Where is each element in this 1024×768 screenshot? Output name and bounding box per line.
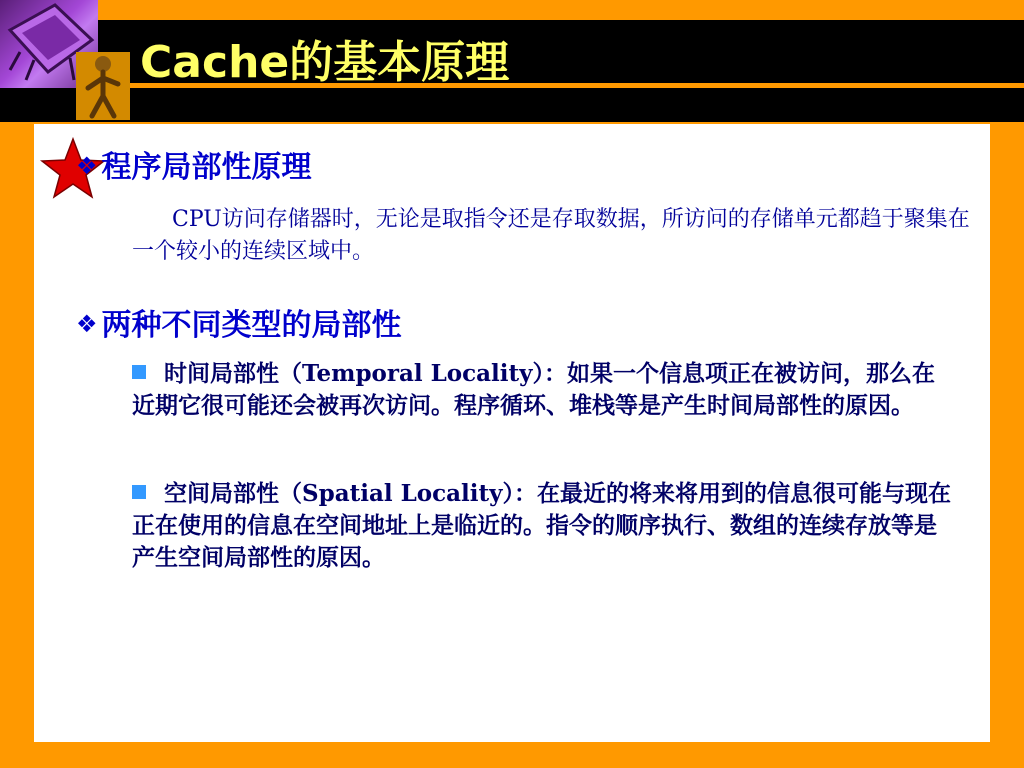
- bullet-spatial-locality: [132, 478, 957, 574]
- section-heading-types-text: 两种不同类型的局部性: [101, 308, 402, 343]
- diamond-bullet-icon: ❖: [76, 310, 98, 338]
- section-heading-principle-text: 程序局部性原理: [101, 150, 312, 185]
- bullet-temporal-locality: [132, 358, 957, 422]
- square-bullet-icon: [132, 485, 146, 499]
- bullet-temporal-text: 时间局部性（Temporal Locality）：如果一个信息项正在被访问，那么在近期它很可能还会被再次访问。程序循环、堆栈等是产生时间局部性的原因。: [132, 360, 936, 419]
- figure-logo-image: [76, 52, 130, 120]
- bullet-spatial-text: 空间局部性（Spatial Locality）：在最近的将来将用到的信息很可能与现在正在使用的信息在空间地址上是临近的。指令的顺序执行、数组的连续存放等是产生空间局部性的原因。: [132, 480, 951, 571]
- principle-paragraph: CPU访问存储器时，无论是取指令还是存取数据，所访问的存储单元都趋于聚集在一个较小的连续区域中。: [132, 207, 970, 264]
- square-bullet-icon: [132, 365, 146, 379]
- section-heading-types: [76, 300, 402, 344]
- slide-title: Cache的基本原理: [140, 37, 510, 88]
- diamond-bullet-icon: ❖: [76, 152, 98, 180]
- section-heading-principle: [76, 142, 312, 186]
